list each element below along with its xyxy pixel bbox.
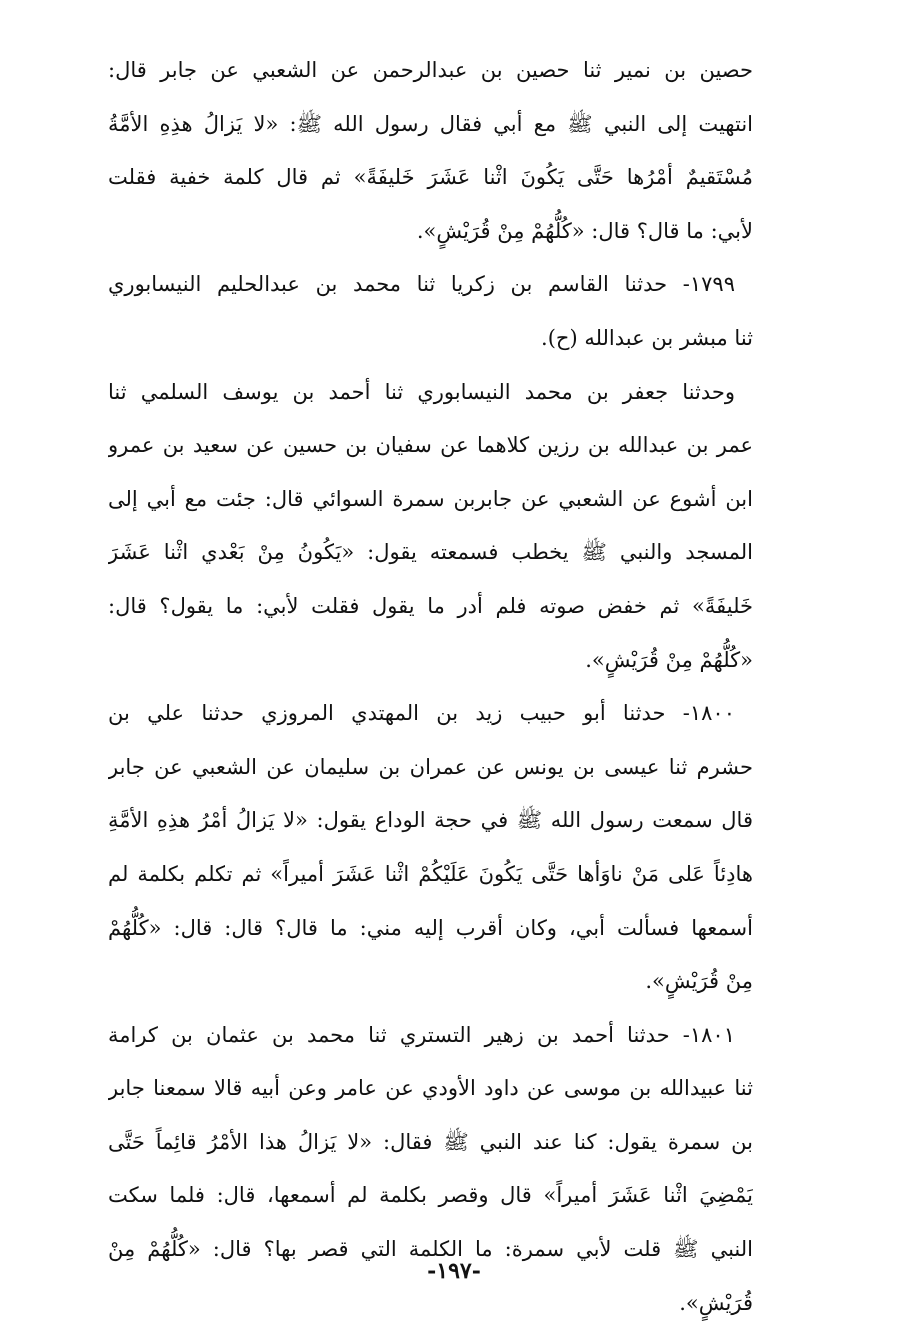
- text-line: مُسْتَقيمٌ أمْرُها حَتَّى يَكُونَ اثْنا عَشَرَ خَليفَةً» ثم قال كلمة خفية فقلت: [108, 165, 753, 190]
- text-line: قُرَيْشٍ».: [679, 1290, 753, 1315]
- text-line: «كُلُّهُمْ مِنْ قُرَيْشٍ».: [585, 647, 753, 672]
- text-line: النبي ﷺ قلت لأبي سمرة: ما الكلمة التي قصر بها؟ قال: «كُلُّهُمْ مِنْ: [108, 1237, 753, 1262]
- page-number: -١٩٧-: [427, 1258, 481, 1284]
- text-line: ابن أشوع عن الشعبي عن جابربن سمرة السوائي قال: جئت مع أبي إلى: [108, 486, 753, 511]
- text-line: بن سمرة يقول: كنا عند النبي ﷺ فقال: «لا يَزالُ هذا الأمْرُ قائِماً حَتَّى: [108, 1129, 753, 1154]
- text-line: هادِئاً عَلى مَنْ ناوَأها حَتَّى يَكُونَ عَلَيْكُمْ اثْنا عَشَرَ أميراً» ثم تكلم بكلمة لم: [108, 861, 753, 886]
- text-line: وحدثنا جعفر بن محمد النيسابوري ثنا أحمد بن يوسف السلمي ثنا: [108, 379, 735, 404]
- text-line: لأبي: ما قال؟ قال: «كُلُّهُمْ مِنْ قُرَيْشٍ».: [416, 218, 753, 243]
- text-line: خَليفَةً» ثم خفض صوته فلم أدر ما يقول فقلت لأبي: ما يقول؟ قال:: [108, 593, 753, 618]
- text-line: حشرم ثنا عيسى بن يونس عن عمران بن سليمان عن الشعبي عن جابر: [108, 754, 753, 779]
- hadith-1800-heading-line: ١٨٠٠- حدثنا أبو حبيب زيد بن المهتدي المروزي حدثنا علي بن: [108, 701, 735, 726]
- text-line: ثنا عبيدالله بن موسى عن داود الأودي عن عامر وعن أبيه قالا سمعنا جابر: [108, 1076, 753, 1101]
- hadith-1801-heading-line: ١٨٠١- حدثنا أحمد بن زهير التستري ثنا محمد بن عثمان بن كرامة: [108, 1022, 735, 1047]
- text-line: قال سمعت رسول الله ﷺ في حجة الوداع يقول: «لا يَزالُ أمْرُ هذِهِ الأمَّةِ: [108, 808, 753, 833]
- text-line: انتهيت إلى النبي ﷺ مع أبي فقال رسول الله ﷺ: «لا يَزالُ هذِهِ الأمَّةُ: [108, 111, 753, 136]
- text-line: أسمعها فسألت أبي، وكان أقرب إليه مني: ما قال؟ قال: قال: «كُلُّهُمْ: [108, 915, 753, 940]
- text-line: حصين بن نمير ثنا حصين بن عبدالرحمن عن الشعبي عن جابر قال:: [108, 58, 753, 82]
- hadith-1799-heading-line: ١٧٩٩- حدثنا القاسم بن زكريا ثنا محمد بن عبدالحليم النيسابوري: [108, 272, 735, 297]
- text-line: ثنا مبشر بن عبدالله (ح).: [541, 325, 753, 350]
- hadith-text-block: [108, 44, 753, 1330]
- text-line: يَمْضِيَ اثْنا عَشَرَ أميراً» قال وقصر بكلمة لم أسمعها، قال: فلما سكت: [108, 1183, 753, 1208]
- text-line: عمر بن عبدالله بن رزين كلاهما عن سفيان بن حسين عن سعيد بن عمرو: [108, 433, 753, 458]
- text-line: المسجد والنبي ﷺ يخطب فسمعته يقول: «يَكُونُ مِنْ بَعْدي اثْنا عَشَرَ: [108, 540, 753, 565]
- text-line: مِنْ قُرَيْشٍ».: [645, 969, 753, 994]
